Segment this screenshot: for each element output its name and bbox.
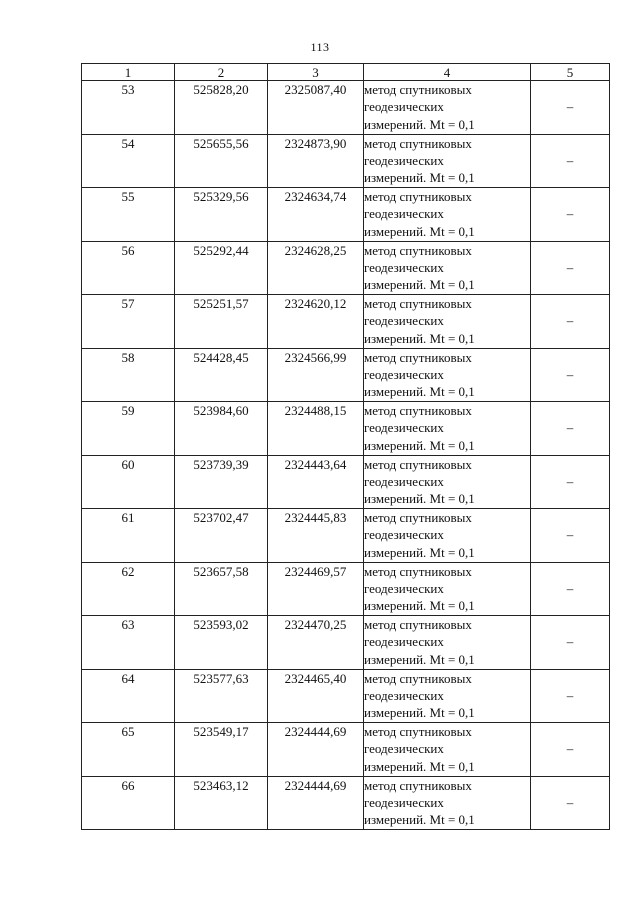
method-line: геодезических [364, 527, 444, 543]
table-row [82, 455, 610, 509]
method-line: метод спутниковых [364, 563, 472, 579]
method-line: метод спутниковых [364, 82, 472, 97]
table-row [82, 562, 610, 616]
method-line: метод спутниковых [364, 456, 472, 472]
column-header-4: 4 [364, 64, 531, 81]
note-cell: – [531, 348, 610, 402]
point-number-cell: 56 [82, 241, 175, 295]
note-cell: – [531, 81, 610, 135]
y-coordinate-cell: 2324620,12 [268, 295, 364, 349]
method-line: геодезических [364, 741, 444, 757]
x-coordinate-cell: 523984,60 [175, 402, 268, 456]
note-cell: – [531, 295, 610, 349]
x-coordinate-cell: 525329,56 [175, 188, 268, 242]
x-coordinate-cell: 523739,39 [175, 455, 268, 509]
x-coordinate-cell: 525828,20 [175, 81, 268, 135]
method-cell [364, 188, 531, 242]
note-cell: – [531, 776, 610, 830]
y-coordinate-cell: 2324873,90 [268, 134, 364, 188]
method-line: геодезических [364, 420, 444, 436]
method-line: измерений. Mt = 0,1 [364, 277, 475, 293]
point-number-cell: 60 [82, 455, 175, 509]
note-cell: – [531, 669, 610, 723]
column-header-5: 5 [531, 64, 610, 81]
method-line: измерений. Mt = 0,1 [364, 705, 475, 721]
y-coordinate-cell: 2324488,15 [268, 402, 364, 456]
note-cell: – [531, 723, 610, 777]
x-coordinate-cell: 523577,63 [175, 669, 268, 723]
point-number-cell: 57 [82, 295, 175, 349]
method-cell [364, 776, 531, 830]
method-cell [364, 134, 531, 188]
method-line: измерений. Mt = 0,1 [364, 598, 475, 614]
method-cell [364, 562, 531, 616]
table-row [82, 776, 610, 830]
note-cell: – [531, 562, 610, 616]
point-number-cell: 55 [82, 188, 175, 242]
method-line: геодезических [364, 152, 444, 168]
x-coordinate-cell: 523463,12 [175, 776, 268, 830]
y-coordinate-cell: 2324566,99 [268, 348, 364, 402]
method-line: метод спутниковых [364, 403, 472, 418]
method-cell [364, 509, 531, 563]
note-cell: – [531, 241, 610, 295]
table-row [82, 723, 610, 777]
y-coordinate-cell: 2324634,74 [268, 188, 364, 242]
point-number-cell: 63 [82, 616, 175, 670]
method-cell [364, 455, 531, 509]
method-line: метод спутниковых [364, 242, 472, 258]
coordinates-table [81, 63, 610, 830]
table-row [82, 348, 610, 402]
method-line: метод спутниковых [364, 777, 472, 793]
point-number-cell: 58 [82, 348, 175, 402]
method-line: измерений. Mt = 0,1 [364, 116, 475, 132]
method-line: геодезических [364, 794, 444, 810]
table-header [82, 64, 610, 81]
column-header-1: 1 [82, 64, 175, 81]
method-line: измерений. Mt = 0,1 [364, 651, 475, 667]
method-line: измерений. Mt = 0,1 [364, 330, 475, 346]
method-line: метод спутниковых [364, 135, 472, 151]
note-cell: – [531, 509, 610, 563]
x-coordinate-cell: 525655,56 [175, 134, 268, 188]
x-coordinate-cell: 525251,57 [175, 295, 268, 349]
table-row [82, 295, 610, 349]
header-row [82, 64, 610, 81]
point-number-cell: 64 [82, 669, 175, 723]
y-coordinate-cell: 2324443,64 [268, 455, 364, 509]
method-cell [364, 295, 531, 349]
y-coordinate-cell: 2324444,69 [268, 723, 364, 777]
table-body [82, 81, 610, 830]
method-line: геодезических [364, 206, 444, 222]
method-cell [364, 723, 531, 777]
note-cell: – [531, 616, 610, 670]
column-header-2: 2 [175, 64, 268, 81]
method-line: метод спутниковых [364, 617, 472, 632]
method-cell [364, 616, 531, 670]
method-line: измерений. Mt = 0,1 [364, 812, 475, 828]
y-coordinate-cell: 2324628,25 [268, 241, 364, 295]
method-line: метод спутниковых [364, 670, 472, 686]
note-cell: – [531, 134, 610, 188]
point-number-cell: 62 [82, 562, 175, 616]
method-line: геодезических [364, 473, 444, 489]
method-line: метод спутниковых [364, 724, 472, 739]
y-coordinate-cell: 2324465,40 [268, 669, 364, 723]
table-row [82, 81, 610, 135]
method-line: геодезических [364, 99, 444, 115]
point-number-cell: 54 [82, 134, 175, 188]
method-cell [364, 81, 531, 135]
table-row [82, 188, 610, 242]
x-coordinate-cell: 523657,58 [175, 562, 268, 616]
page-number: 113 [310, 40, 330, 54]
table-row [82, 402, 610, 456]
method-line: геодезических [364, 366, 444, 382]
note-cell: – [531, 455, 610, 509]
x-coordinate-cell: 523702,47 [175, 509, 268, 563]
method-line: измерений. Mt = 0,1 [364, 437, 475, 453]
point-number-cell: 65 [82, 723, 175, 777]
column-header-3: 3 [268, 64, 364, 81]
x-coordinate-cell: 524428,45 [175, 348, 268, 402]
method-line: измерений. Mt = 0,1 [364, 223, 475, 239]
method-cell [364, 402, 531, 456]
method-line: метод спутниковых [364, 510, 472, 525]
point-number-cell: 66 [82, 776, 175, 830]
method-line: метод спутниковых [364, 296, 472, 311]
method-line: измерений. Mt = 0,1 [364, 544, 475, 560]
method-line: метод спутниковых [364, 189, 472, 204]
point-number-cell: 61 [82, 509, 175, 563]
table-row [82, 669, 610, 723]
table-row [82, 134, 610, 188]
method-cell [364, 241, 531, 295]
method-cell [364, 669, 531, 723]
method-line: геодезических [364, 313, 444, 329]
point-number-cell: 59 [82, 402, 175, 456]
y-coordinate-cell: 2325087,40 [268, 81, 364, 135]
method-line: измерений. Mt = 0,1 [364, 170, 475, 186]
y-coordinate-cell: 2324470,25 [268, 616, 364, 670]
method-line: измерений. Mt = 0,1 [364, 384, 475, 400]
x-coordinate-cell: 525292,44 [175, 241, 268, 295]
method-line: измерений. Mt = 0,1 [364, 491, 475, 507]
method-line: измерений. Mt = 0,1 [364, 758, 475, 774]
point-number-cell: 53 [82, 81, 175, 135]
method-cell [364, 348, 531, 402]
method-line: геодезических [364, 634, 444, 650]
table-row [82, 616, 610, 670]
x-coordinate-cell: 523593,02 [175, 616, 268, 670]
method-line: геодезических [364, 580, 444, 596]
note-cell: – [531, 188, 610, 242]
y-coordinate-cell: 2324444,69 [268, 776, 364, 830]
y-coordinate-cell: 2324445,83 [268, 509, 364, 563]
y-coordinate-cell: 2324469,57 [268, 562, 364, 616]
note-cell: – [531, 402, 610, 456]
method-line: геодезических [364, 687, 444, 703]
x-coordinate-cell: 523549,17 [175, 723, 268, 777]
table-row [82, 241, 610, 295]
method-line: метод спутниковых [364, 349, 472, 365]
method-line: геодезических [364, 259, 444, 275]
table-row [82, 509, 610, 563]
